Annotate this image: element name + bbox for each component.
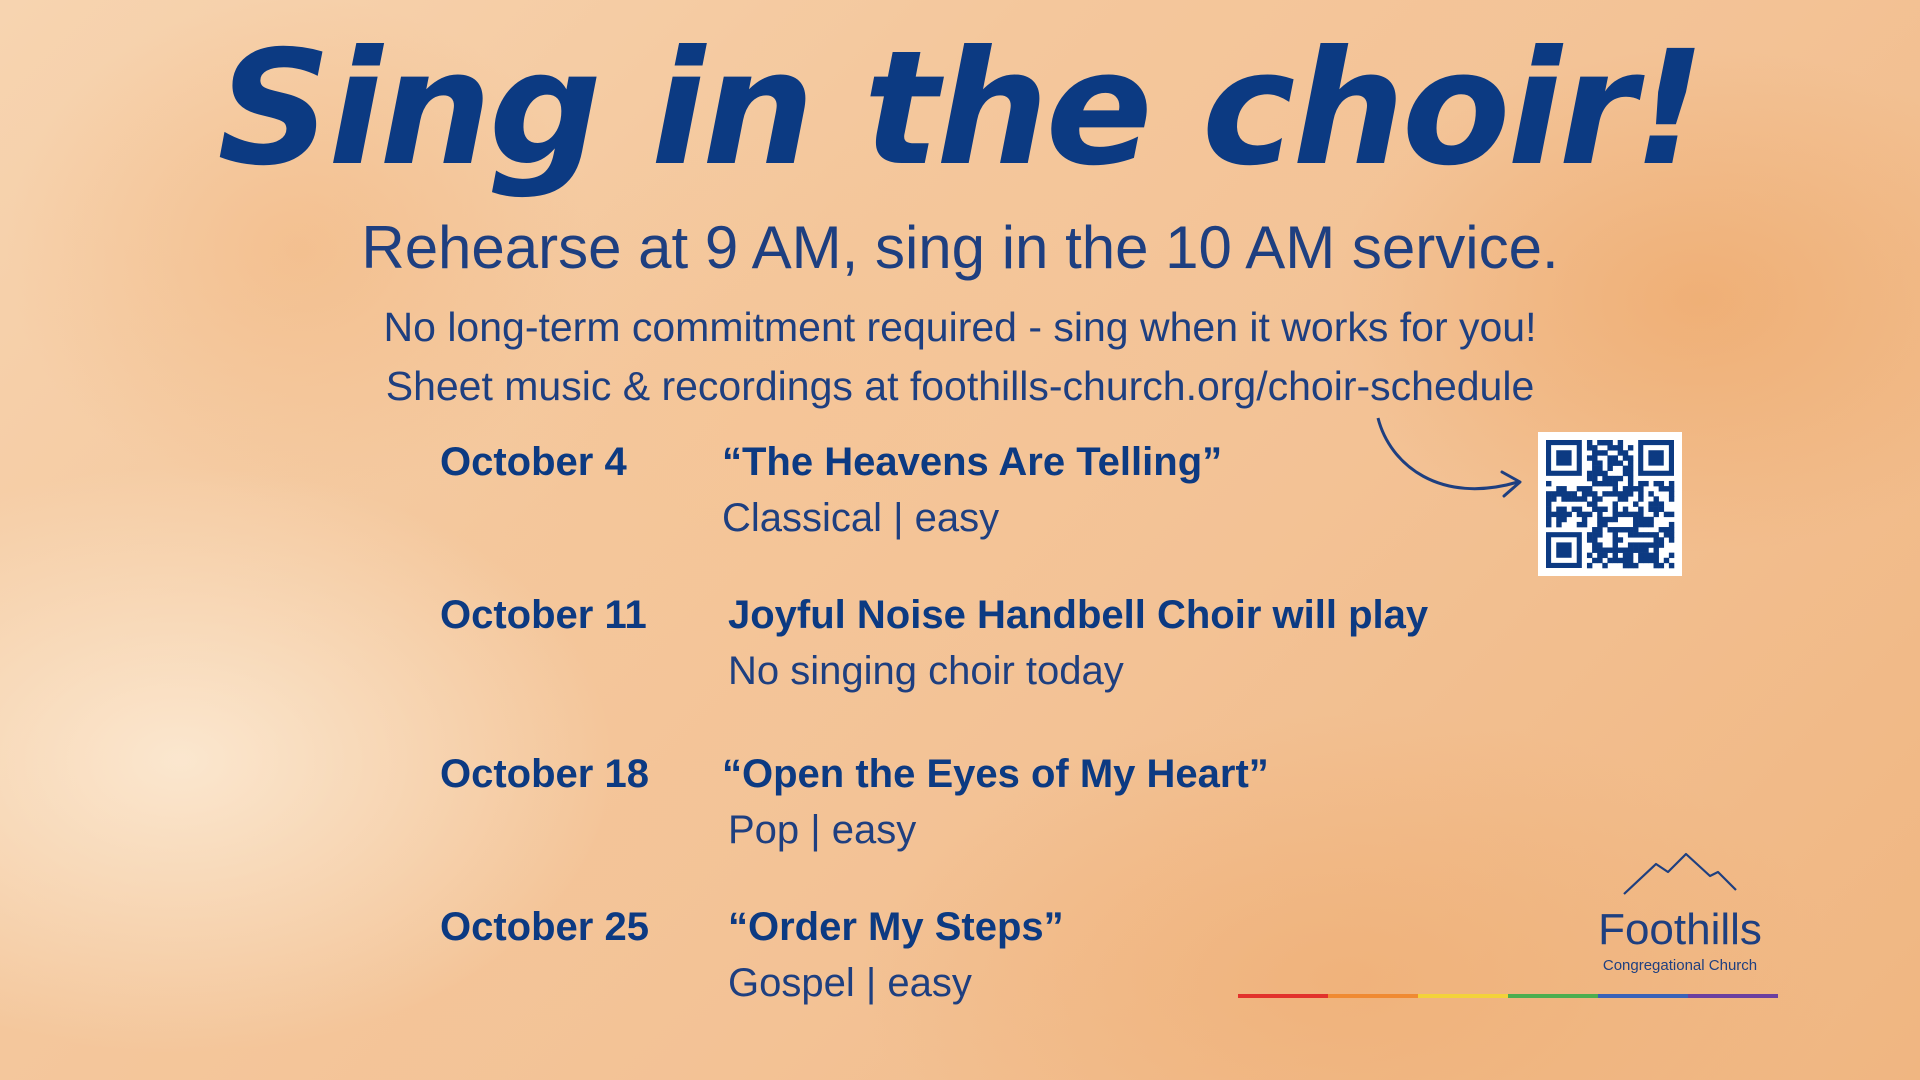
schedule-details: Classical | easy bbox=[722, 496, 1000, 540]
schedule-date: October 18 bbox=[440, 752, 649, 796]
rainbow-segment bbox=[1688, 994, 1778, 998]
logo-name: Foothills bbox=[1598, 905, 1762, 954]
qr-code-icon[interactable] bbox=[1538, 432, 1682, 576]
schedule-title: “Order My Steps” bbox=[728, 905, 1064, 949]
schedule-details: No singing choir today bbox=[728, 649, 1124, 693]
schedule-date: October 25 bbox=[440, 905, 649, 949]
schedule-title: “The Heavens Are Telling” bbox=[722, 440, 1223, 484]
rainbow-segment bbox=[1598, 994, 1688, 998]
schedule-date: October 11 bbox=[440, 593, 647, 637]
rainbow-segment bbox=[1238, 994, 1328, 998]
curved-arrow-icon bbox=[1360, 410, 1530, 510]
logo-tagline: Congregational Church bbox=[1602, 957, 1758, 974]
foothills-logo bbox=[1580, 850, 1780, 980]
rainbow-segment bbox=[1508, 994, 1598, 998]
info-line-commitment: No long-term commitment required - sing when it works for you! bbox=[383, 304, 1537, 350]
schedule-title: Joyful Noise Handbell Choir will play bbox=[728, 593, 1429, 637]
schedule-date: October 4 bbox=[440, 440, 627, 484]
schedule-details: Pop | easy bbox=[728, 808, 917, 852]
rainbow-segment bbox=[1418, 994, 1508, 998]
schedule-details: Gospel | easy bbox=[728, 961, 972, 1005]
info-line-sheet-music: Sheet music & recordings at foothills-church.org/choir-schedule bbox=[385, 363, 1535, 409]
mountain-logo-icon bbox=[1622, 850, 1738, 898]
headline: Sing in the choir! bbox=[217, 17, 1703, 201]
rainbow-divider bbox=[1238, 994, 1778, 998]
schedule-title: “Open the Eyes of My Heart” bbox=[722, 752, 1269, 796]
subheadline: Rehearse at 9 AM, sing in the 10 AM service. bbox=[361, 214, 1559, 281]
rainbow-segment bbox=[1328, 994, 1418, 998]
